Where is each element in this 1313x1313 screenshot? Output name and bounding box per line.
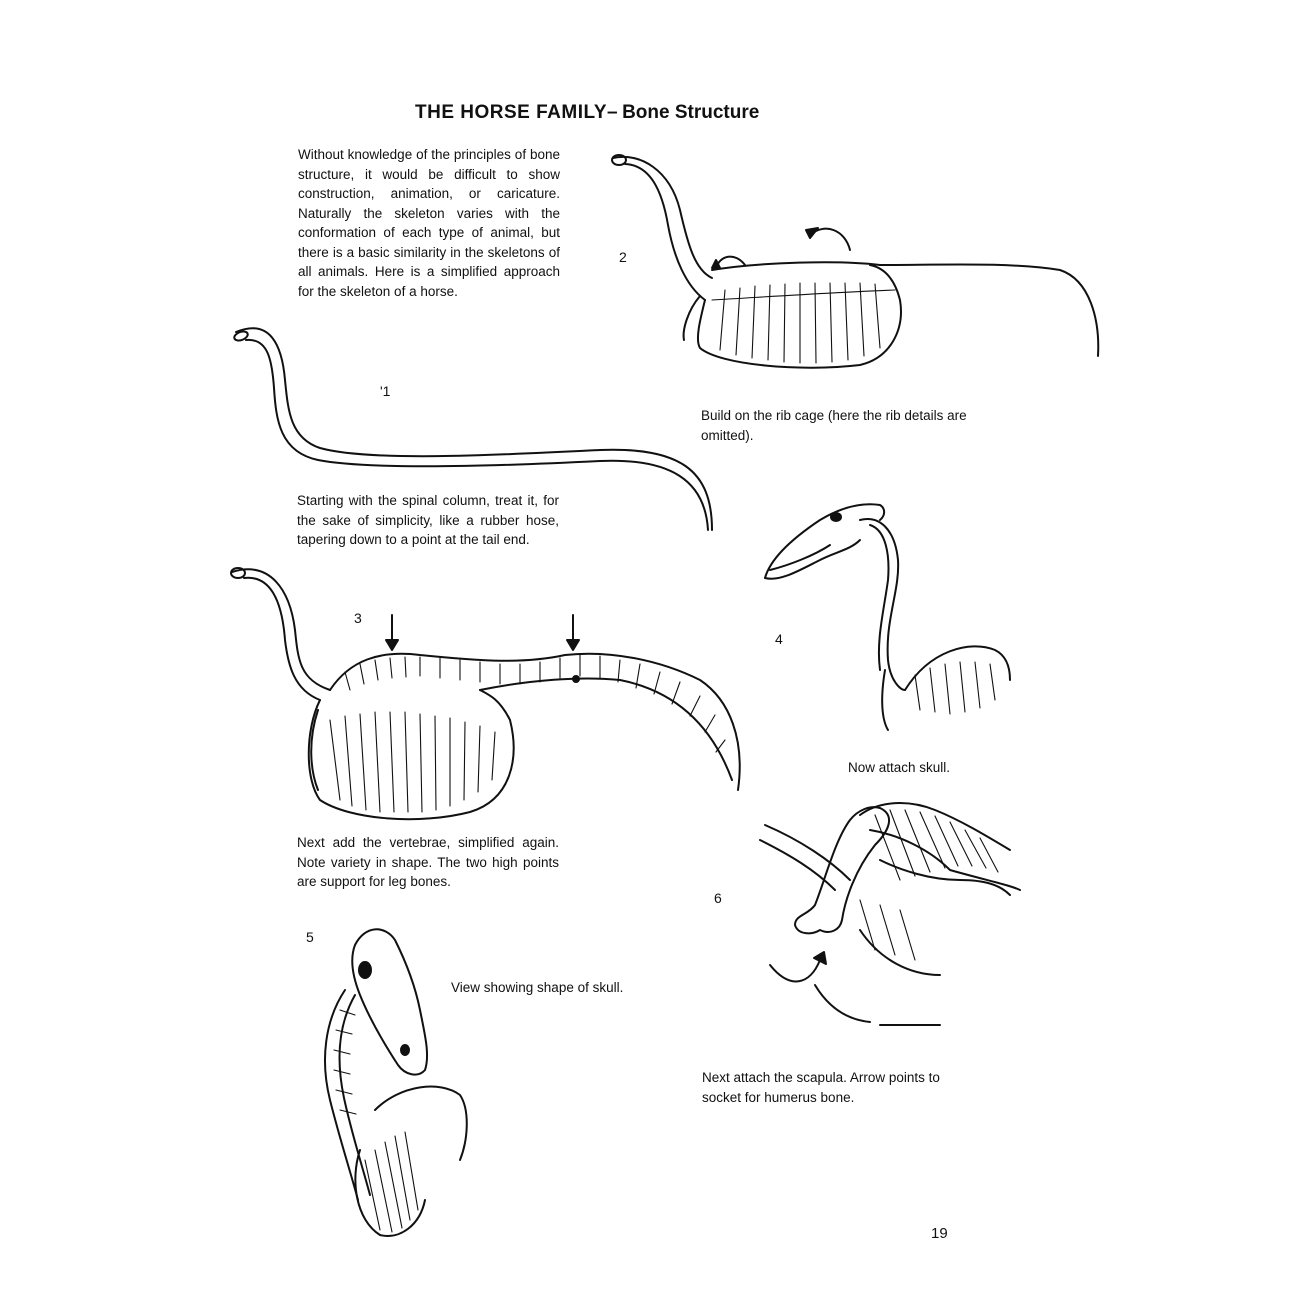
- step-2-number: 2: [619, 249, 627, 265]
- step-4-caption: Now attach skull.: [848, 760, 951, 775]
- title-sub: Bone Structure: [622, 102, 760, 123]
- title-main: THE HORSE FAMILY: [415, 102, 608, 123]
- title-dash: –: [607, 102, 618, 123]
- intro-paragraph: Without knowledge of the principles of bone structure, it would be difficult to show construction, animation, or caricature. Naturally the skeleton varies with the conformation of each type of animal, but there is a basic similarity in the skeletons of all animals. Here is a simplified approach for the skeleton of a horse.: [298, 147, 560, 299]
- step-5-caption: View showing shape of skull.: [451, 980, 624, 995]
- step-6-number: 6: [714, 890, 722, 906]
- step-2-caption: Build on the rib cage (here the rib details are omitted).: [701, 408, 967, 443]
- step-1-number: '1: [380, 383, 391, 399]
- page-number: 19: [931, 1225, 948, 1242]
- step-3-number: 3: [354, 610, 362, 626]
- step-6-caption: Next attach the scapula. Arrow points to socket for humerus bone.: [702, 1070, 940, 1105]
- step-4-number: 4: [775, 631, 783, 647]
- step-3-caption: Next add the vertebrae, simplified again. Note variety in shape. The two high points are support for leg bones.: [297, 835, 559, 889]
- step-1-caption: Starting with the spinal column, treat it, for the sake of simplicity, like a rubber hose, tapering down to a point at the tail end.: [297, 493, 559, 547]
- step-5-number: 5: [306, 929, 314, 945]
